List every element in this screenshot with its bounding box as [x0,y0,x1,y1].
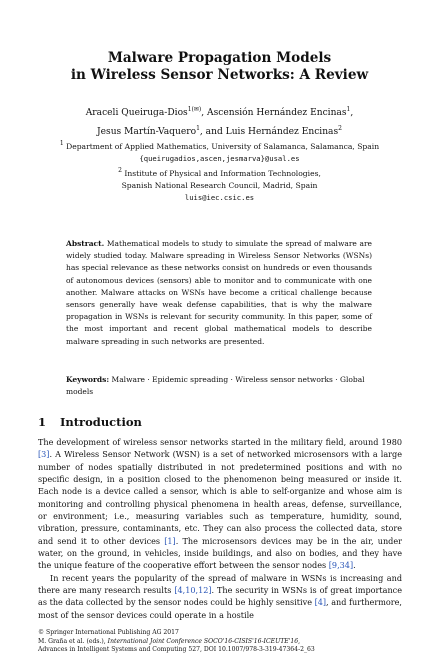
section-number: 1 [38,415,47,429]
author-name: Araceli Queiruga-Dios [85,108,188,118]
footer-copyright: © Springer International Publishing AG 2017 [38,629,179,636]
paragraph [38,436,402,572]
author-name: , and Luis Hernández Encinas [199,127,339,137]
author-affiliation-mark: 1 [346,106,351,113]
citation-link[interactable]: [3] [38,449,50,460]
body-text-run: . A Wireless Sensor Network (WSN) is a set of networked microsensors with a large number of nodes spatially distributed in not predetermined positions and with no specific design, in a position closed to the phenomenon being measured or inside it. Each node is a device called a sensor, which is able to self-organize and whose aim is monitoring and controlling physical phenomena in health areas, defense, surveillance, or environment; i.e., measuring variables such as temperature, humidity, sound, vibration, pressure, contaminants, etc. They can also process the collected data, store and send it to other devices [38,449,402,546]
affiliation-text: Institute of Physical and Information Technologies, [124,169,321,178]
footer-separator: , [298,637,301,645]
keywords [66,374,372,398]
author-name: Jesus Martín-Vaquero [97,127,197,137]
body-text-run: In recent years the popularity of the spread of malware in WSNs is increasing and there are many research results [38,572,402,596]
body-text-run: . The microsensors devices may be in the air, under water, on the ground, in vehicles, inside buildings, and also on bodies, and they have the unique feature of the cooperative effort between the sensor nodes [38,535,402,571]
authors-line-1 [0,102,439,121]
author-affiliation-mark: 1 [196,125,200,132]
affiliation-1-email: {queirugadios,ascen,jesmarva}@usal.es [139,154,300,163]
citation-link[interactable]: [1] [164,535,176,546]
title-line-2: in Wireless Sensor Networks: A Review [70,67,369,83]
affiliation-2 [0,165,439,180]
affiliation-number: 1 [59,140,64,147]
body-text-run: , and furthermore, most of the sensor devices could operate in a hostile [38,597,402,620]
abstract-label: Abstract. [66,239,105,248]
footer-conference: International Joint Conference SOCO'16-CISIS'16-ICEUTE'16 [107,637,299,645]
footer-doi: Advances in Intelligent Systems and Computing 527, DOI 10.1007/978-3-319-47364-2_63 [38,646,315,654]
footer-citation [38,638,418,647]
section-title: Introduction [60,415,142,429]
citation-link[interactable]: [4] [314,597,327,608]
body-text [38,436,402,621]
body-text-run: . The security in WSNs is of great importance as the data collected by the sensor nodes could be highly sensitive [38,585,402,608]
section-heading [38,415,142,429]
affiliation-text: Department of Applied Mathematics, University of Salamanca, Salamanca, Spain [66,142,380,151]
citation-link[interactable]: [4,10,12] [174,585,212,596]
author-affiliation-mark: 1(✉) [187,106,202,113]
body-text-run: . [353,560,356,571]
title-line-1: Malware Propagation Models [107,50,332,66]
copyright-footer [38,629,418,655]
abstract-text: Mathematical models to study to simulate the spread of malware are widely studied today. Malware spreading in Wireless Sensor Networks (WSNs) has special relevance as these networks consist on hundreds or even thousands of autonomous devices (sensors) able to monitor and to communicate with one another. Malware attacks on WSNs have become a critical challenge because sensors generally have weak defense capabilities, that is why the malware propagation in WSNs is relevant for security community. In this paper, some of the most important and recent global mathematical models to describe malware spreading in such networks are presented. [66,239,372,346]
author-list [0,102,439,140]
affiliation-2-email: luis@iec.csic.es [184,193,255,202]
keywords-text: Malware · Epidemic spreading · Wireless sensor networks · Global models [66,375,365,397]
affiliation-1 [0,138,439,153]
paragraph [38,572,402,621]
author-affiliation-mark: 2 [338,125,342,132]
footer-editors: M. Graña et al. (eds.), [38,637,108,645]
paper-title [0,50,439,84]
author-name: , Ascensión Hernández Encinas [201,108,347,118]
citation-link[interactable]: [9,34] [328,560,354,571]
author-separator: , [350,108,354,118]
body-text-run: The development of wireless sensor networks started in the military field, around 1980 [38,437,402,447]
affiliation-number: 2 [118,167,122,174]
abstract [66,238,372,348]
affiliations [0,138,439,204]
keywords-label: Keywords: [66,375,110,384]
affiliation-2-line-2: Spanish National Research Council, Madrid, Spain [121,181,318,190]
